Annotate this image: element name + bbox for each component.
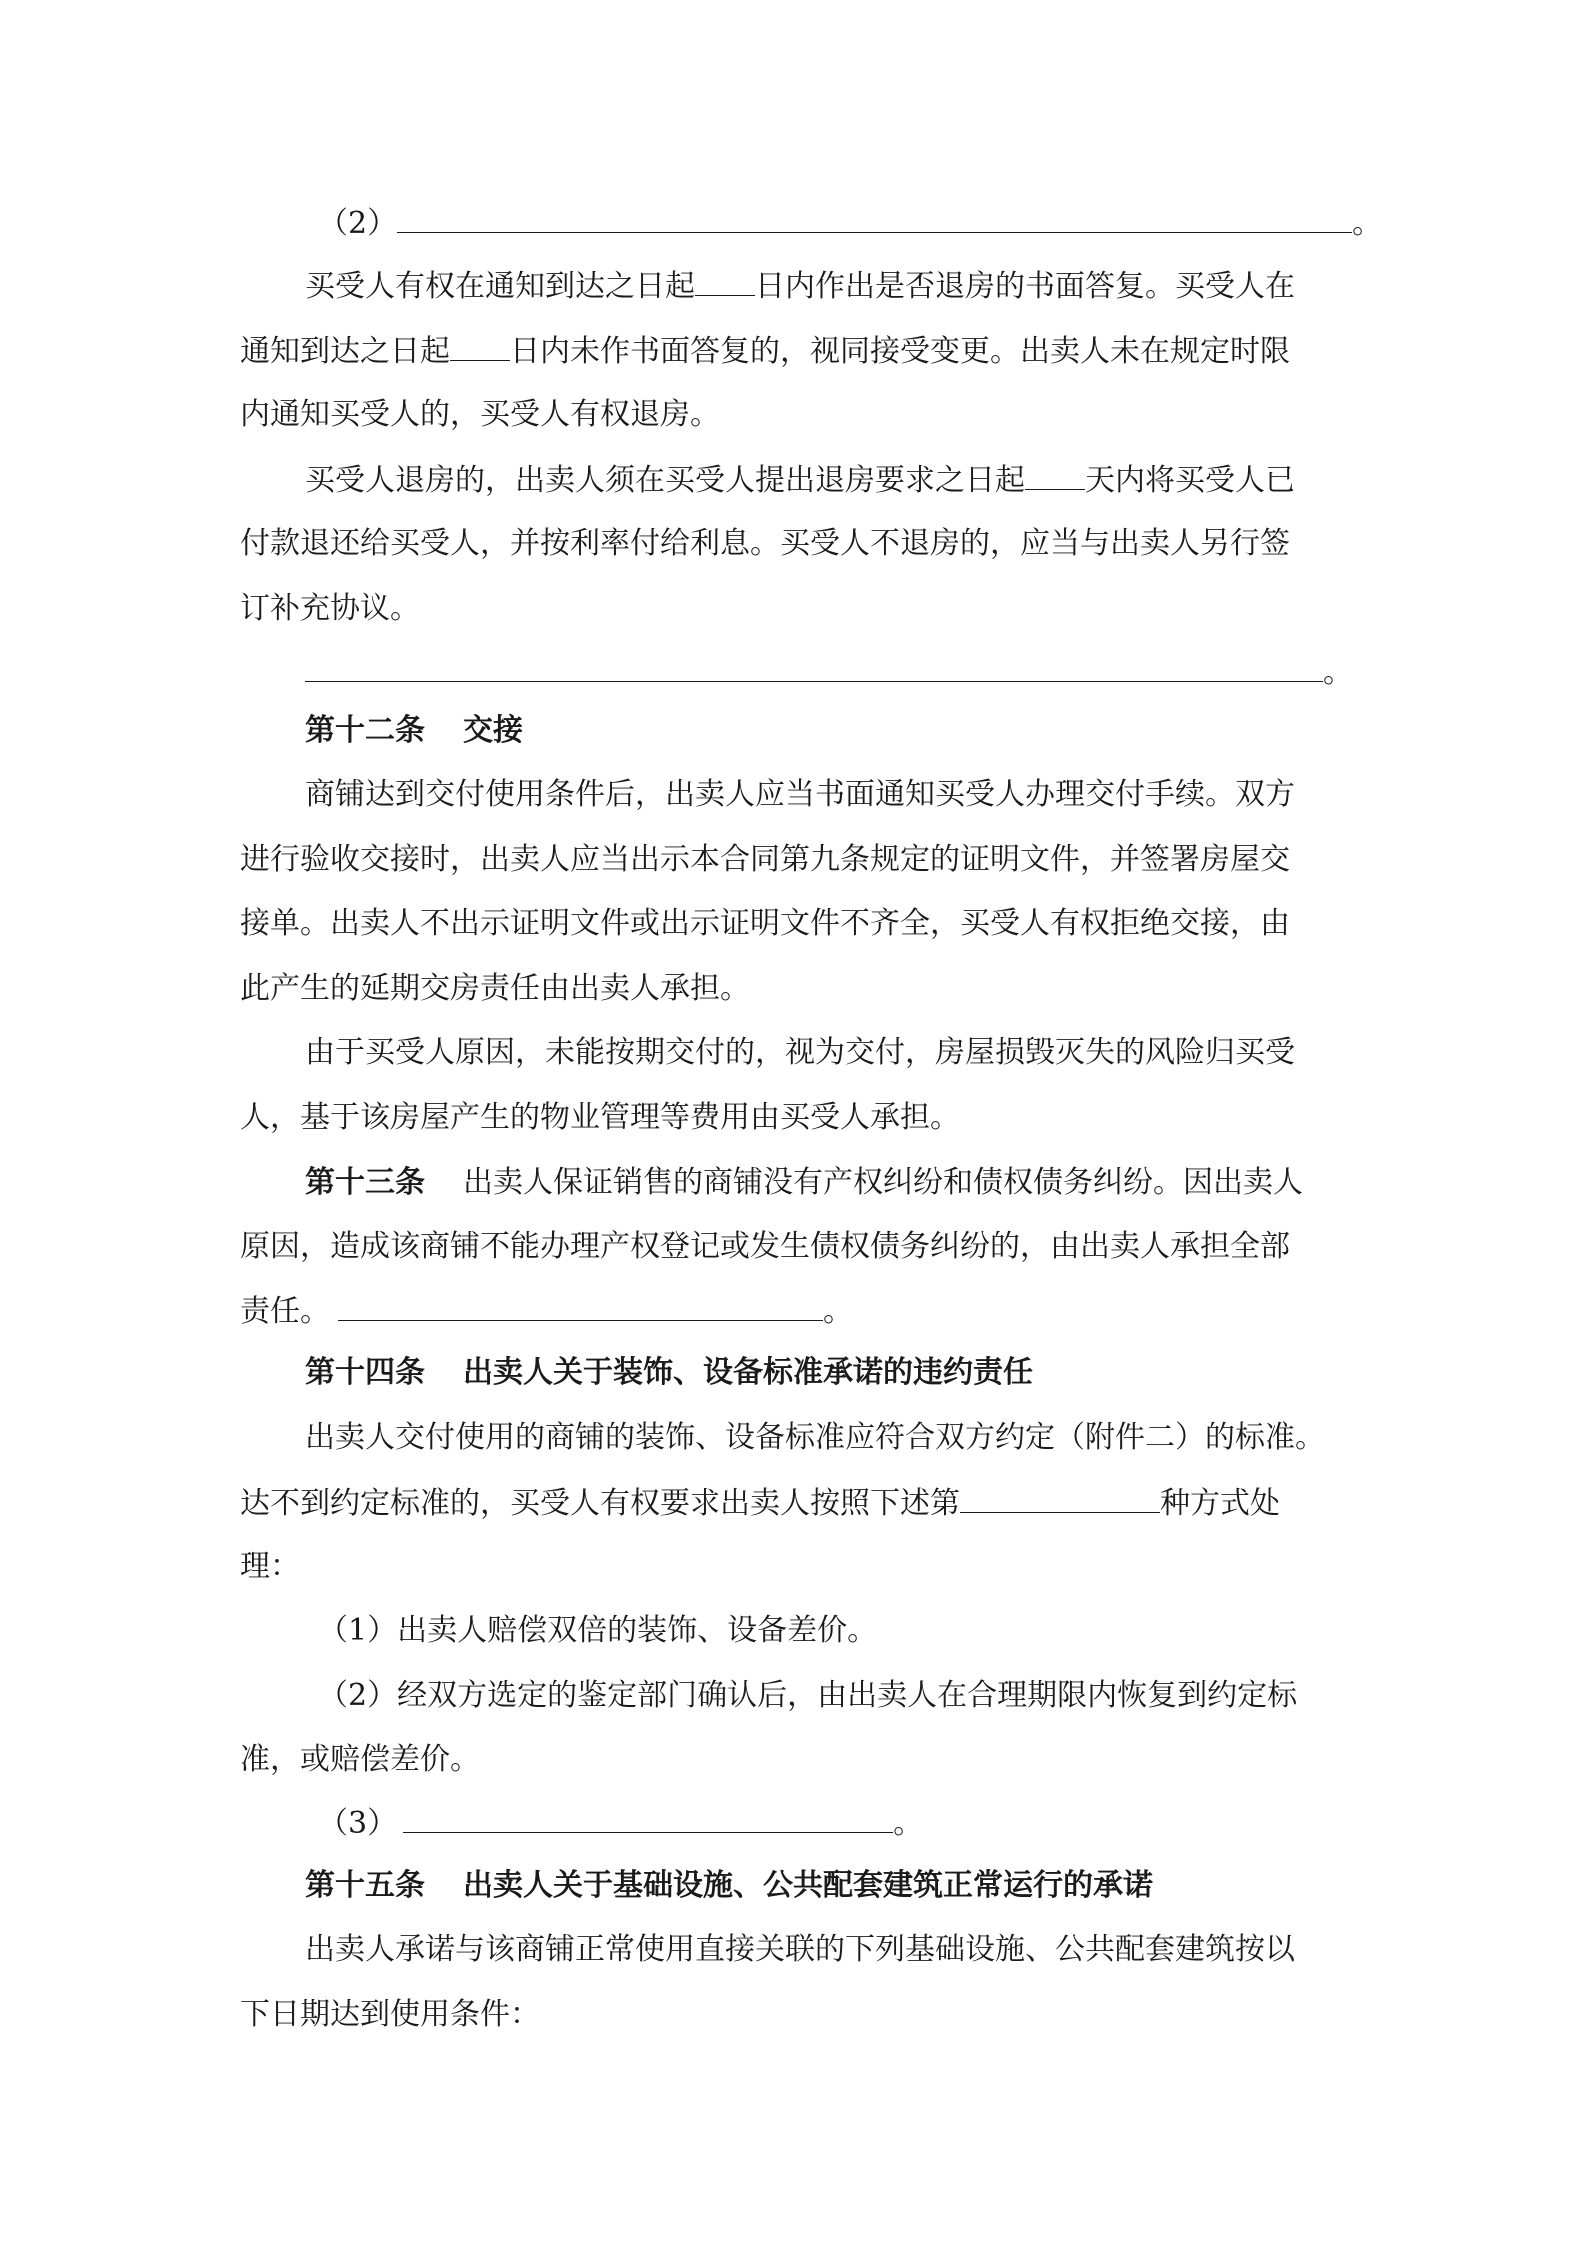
paragraph-line: 此产生的延期交房责任由出卖人承担。 [240,971,750,1006]
article-heading [305,1353,1033,1393]
text-segment: 通知到达之日起 [240,334,450,369]
paragraph-line [240,1482,1280,1522]
period: 。 [1323,655,1353,690]
paragraph-line: 准，或赔偿差价。 [240,1742,480,1777]
article-title: 交接 [463,713,523,748]
period: 。 [893,1806,924,1841]
text-segment: 买受人退房的，出卖人须在买受人提出退房要求之日起 [305,463,1025,498]
paragraph-line: 订补充协议。 [240,591,420,626]
text-segment: 日内未作书面答复的，视同接受变更。出卖人未在规定时限 [510,334,1290,369]
paragraph-line: 下日期达到使用条件： [240,1997,540,2032]
period: 。 [823,1294,853,1329]
text-segment: 天内将买受人已 [1085,463,1295,498]
paragraph-line: 原因，造成该商铺不能办理产权登记或发生债权债务纠纷的，由出卖人承担全部 [240,1229,1290,1264]
paragraph-line: 出卖人承诺与该商铺正常使用直接关联的下列基础设施、公共配套建筑按以 [305,1932,1295,1967]
fill-in-blank[interactable] [403,1802,893,1833]
period: 。 [1352,206,1383,241]
paragraph-line [305,459,1295,499]
list-item: （2）经双方选定的鉴定部门确认后，由出卖人在合理期限内恢复到约定标 [318,1678,1298,1713]
article-heading [305,711,523,751]
fill-in-blank-days[interactable] [695,265,755,296]
article-number: 第十三条 [305,1165,425,1200]
paragraph-line: 内通知买受人的，买受人有权退房。 [240,397,720,432]
text-segment: 买受人有权在通知到达之日起 [305,269,695,304]
paragraph-line: 理： [240,1549,300,1584]
paragraph-line: 由于买受人原因，未能按期交付的，视为交付，房屋损毁灭失的风险归买受 [305,1035,1295,1070]
paragraph-line [305,265,1295,305]
fill-in-blank-days[interactable] [450,330,510,361]
paragraph-line: 人，基于该房屋产生的物业管理等费用由买受人承担。 [240,1100,960,1135]
paragraph-line [240,330,1290,370]
article-number: 第十二条 [305,713,425,748]
text-segment: 日内作出是否退房的书面答复。买受人在 [755,269,1295,304]
fill-in-blank[interactable] [305,651,1323,682]
text-segment: 种方式处 [1160,1486,1280,1521]
paragraph-line: 付款退还给买受人，并按利率付给利息。买受人不退房的，应当与出卖人另行签 [240,526,1290,561]
list-item: （1）出卖人赔偿双倍的装饰、设备差价。 [318,1613,878,1648]
paragraph-line: 接单。出卖人不出示证明文件或出示证明文件不齐全，买受人有权拒绝交接，由 [240,906,1290,941]
article-title: 出卖人关于基础设施、公共配套建筑正常运行的承诺 [463,1868,1153,1903]
fill-in-blank[interactable] [397,202,1352,233]
article-number: 第十四条 [305,1355,425,1390]
list-item [318,1802,923,1842]
article-text: 出卖人保证销售的商铺没有产权纠纷和债权债务纠纷。因出卖人 [463,1165,1303,1200]
paragraph-line [318,202,1382,242]
article-number: 第十五条 [305,1868,425,1903]
paragraph-line: 商铺达到交付使用条件后，出卖人应当书面通知买受人办理交付手续。双方 [305,777,1295,812]
fill-in-blank-days[interactable] [1025,459,1085,490]
article-title: 出卖人关于装饰、设备标准承诺的违约责任 [463,1355,1033,1390]
fill-in-blank[interactable] [338,1290,823,1321]
item-number: （3） [318,1806,398,1841]
text-segment: 责任。 [240,1294,330,1329]
paragraph-line: 出卖人交付使用的商铺的装饰、设备标准应符合双方约定（附件二）的标准。 [305,1420,1325,1455]
paragraph-line [240,1290,853,1330]
paragraph-line: 进行验收交接时，出卖人应当出示本合同第九条规定的证明文件，并签署房屋交 [240,842,1290,877]
article-heading [305,1163,1303,1203]
text-segment: 达不到约定标准的，买受人有权要求出卖人按照下述第 [240,1486,960,1521]
paragraph-line [305,651,1353,691]
item-number: （2） [318,206,398,241]
article-heading [305,1866,1153,1906]
fill-in-blank-option[interactable] [960,1482,1160,1513]
